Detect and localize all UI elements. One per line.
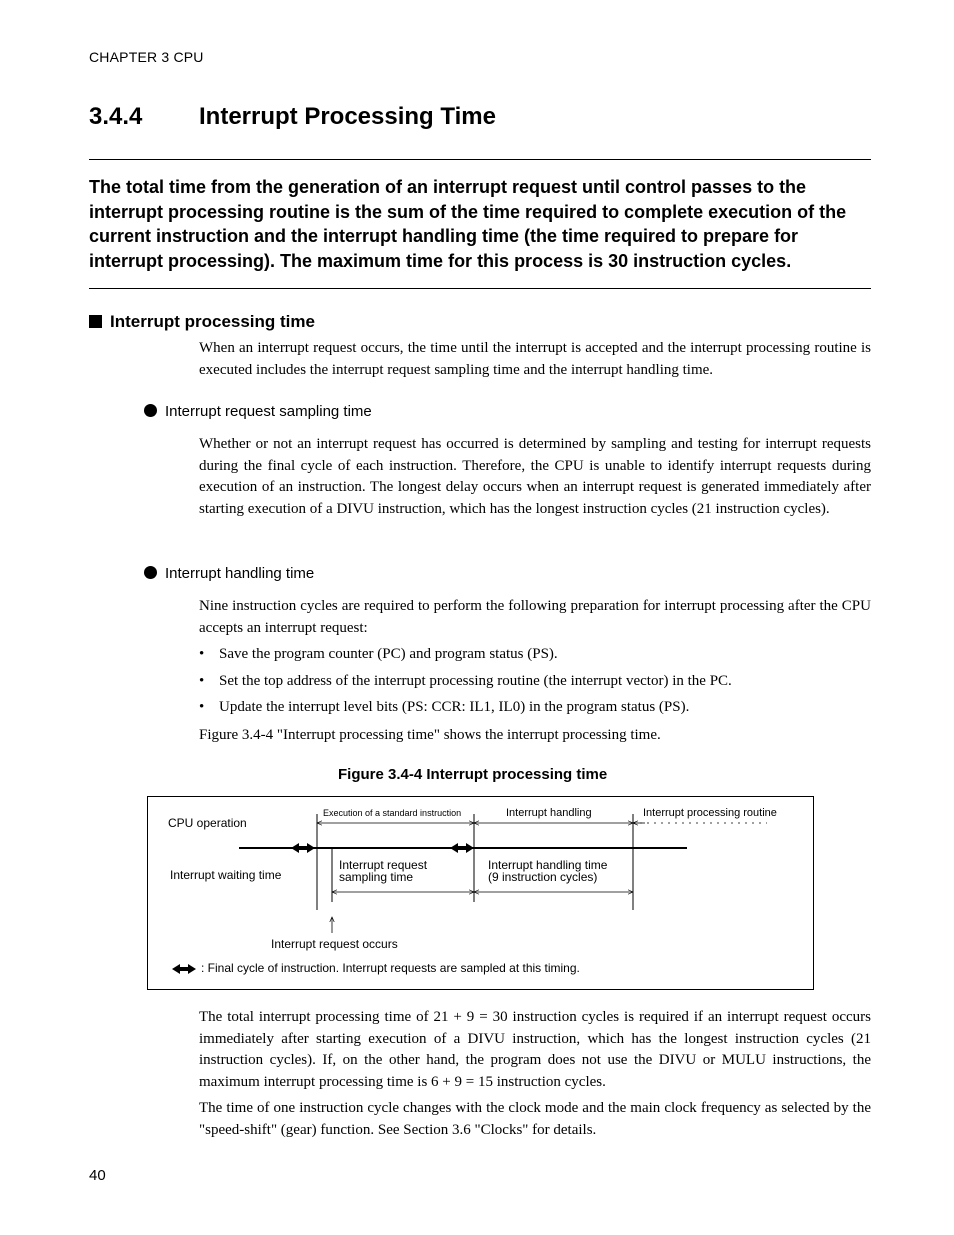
chapter-header: CHAPTER 3 CPU [89,49,204,65]
processing-routine-label: Interrupt processing routine [643,807,777,819]
divider-bottom [89,288,871,289]
figure-reference: Figure 3.4-4 "Interrupt processing time" shows the interrupt processing time. [199,727,661,743]
subsection-heading [89,312,315,332]
handling-time-label-1: Interrupt handling time [488,858,608,872]
sampling-heading-label: Interrupt request sampling time [165,403,372,420]
page-number: 40 [89,1167,106,1184]
final-cycle-marker-icon [450,843,474,853]
section-number: 3.4.4 [89,103,143,130]
section-title: Interrupt Processing Time [199,103,496,130]
section-summary: The total time from the generation of an interrupt request until control passes to the interrupt processing routine is the sum of the time required to complete execution of the current instruction and the interrupt handling time (the time required to prepare for interrupt processing). The maximum time for this process is 30 instruction cycles. [89,177,847,272]
handling-heading [144,565,314,582]
sampling-heading [144,403,372,420]
handling-heading-label: Interrupt handling time [165,565,315,582]
legend-label: : Final cycle of instruction. Interrupt requests are sampled at this timing. [201,961,580,975]
sampling-time-label-2: sampling time [339,870,414,884]
closing-paragraph-2: The time of one instruction cycle changes with the clock mode and the main clock frequency as selected by the "speed-shift" (gear) function. See Section 3.6 "Clocks" for details. [199,1100,871,1138]
sampling-body: Whether or not an interrupt request has occurred is determined by sampling and testing for interrupt requests during the final cycle of each instruction. Therefore, the CPU is unable to identify interrupt requests during execution of an instruction. The longest delay occurs when an interrupt request is generated immediately after starting execution of a DIVU instruction, which has the longest instruction cycles (21 instruction cycles). [199,436,871,518]
waiting-time-label: Interrupt waiting time [170,868,282,882]
divider-top [89,159,871,160]
cpu-operation-label: CPU operation [168,816,247,830]
timing-diagram [147,796,814,990]
exec-standard-label: Execution of a standard instruction [323,808,462,818]
circle-bullet-icon [144,566,157,579]
list-item: • Update the interrupt level bits (PS: CCR: IL1, IL0) in the program status (PS). [199,699,690,715]
figure-caption: Figure 3.4-4 Interrupt processing time [338,766,608,783]
request-occurs-label: Interrupt request occurs [271,937,398,951]
final-cycle-marker-icon [291,843,315,853]
sampling-time-label-1: Interrupt request [339,858,428,872]
legend-marker-icon [172,964,196,974]
square-bullet-icon [89,315,102,328]
list-item: • Save the program counter (PC) and program status (PS). [199,646,558,662]
handling-body: Nine instruction cycles are required to perform the following preparation for interrupt processing after the CPU accepts an interrupt request: [199,598,871,636]
circle-bullet-icon [144,404,157,417]
subsection-title: Interrupt processing time [110,312,315,331]
subsection-intro: When an interrupt request occurs, the time until the interrupt is accepted and the interrupt processing routine is executed includes the interrupt request sampling time and the interrupt handling time. [199,340,871,378]
list-item: • Set the top address of the interrupt processing routine (the interrupt vector) in the PC. [199,673,732,689]
handling-time-label-2: (9 instruction cycles) [488,870,598,884]
closing-paragraph-1: The total interrupt processing time of 21 + 9 = 30 instruction cycles is required if an interrupt request occurs immediately after starting execution of a DIVU instruction, which has the longest instruction cycles (21 instruction cycles). If, on the other hand, the program does not use the DIVU or MULU instructions, the maximum interrupt processing time is 6 + 9 = 15 instruction cycles. [199,1009,871,1091]
interrupt-handling-label: Interrupt handling [506,807,592,819]
